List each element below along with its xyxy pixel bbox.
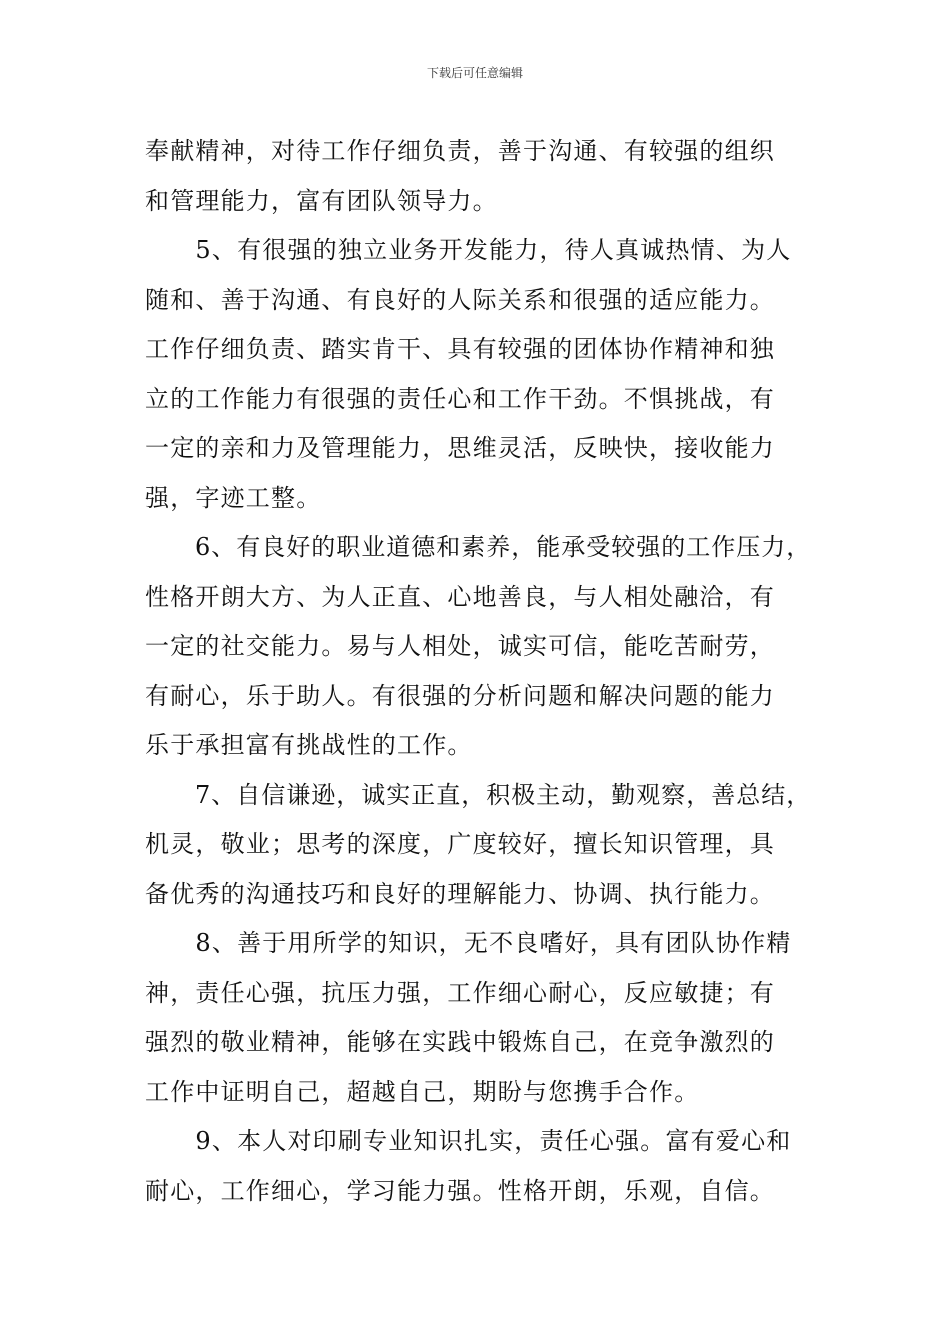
text-line: 神，责任心强，抗压力强，工作细心耐心，反应敏捷；有 (145, 978, 775, 1007)
text-line: 7、自信谦逊，诚实正直，积极主动，勤观察，善总结， (145, 780, 812, 809)
text-line: 机灵，敬业；思考的深度，广度较好，擅长知识管理，具 (145, 830, 775, 858)
page-header: 下载后可任意编辑 (426, 66, 523, 80)
text-line: 一定的亲和力及管理能力，思维灵活，反映快，接收能力 (145, 434, 775, 462)
text-line: 备优秀的沟通技巧和良好的理解能力、协调、执行能力。 (145, 879, 775, 908)
text-line: 6、有良好的职业道德和素养，能承受较强的工作压力， (145, 533, 812, 561)
text-line: 性格开朗大方、为人正直、心地善良，与人相处融洽，有 (145, 582, 775, 611)
text-line: 8、善于用所学的知识，无不良嗜好，具有团队协作精 (145, 929, 792, 957)
text-line: 一定的社交能力。易与人相处，诚实可信，能吃苦耐劳， (145, 632, 775, 660)
text-line: 工作仔细负责、踏实肯干、具有较强的团体协作精神和独 (145, 335, 775, 363)
text-line: 强烈的敬业精神，能够在实践中锻炼自己，在竞争激烈的 (145, 1028, 775, 1056)
text-line: 奉献精神，对待工作仔细负责，善于沟通、有较强的组织 (145, 137, 775, 165)
text-line: 工作中证明自己，超越自己，期盼与您携手合作。 (145, 1077, 700, 1106)
text-line: 立的工作能力有很强的责任心和工作干劲。不惧挑战，有 (145, 384, 775, 413)
text-line: 强，字迹工整。 (145, 483, 322, 512)
document-body (145, 127, 815, 1216)
text-line: 5、有很强的独立业务开发能力，待人真诚热情、为人 (145, 236, 792, 264)
text-line: 和管理能力，富有团队领导力。 (145, 186, 498, 215)
text-line: 随和、善于沟通、有良好的人际关系和很强的适应能力。 (145, 285, 775, 314)
text-line: 有耐心，乐于助人。有很强的分析问题和解决问题的能力 (145, 681, 775, 710)
text-line: 9、本人对印刷专业知识扎实，责任心强。富有爱心和 (145, 1127, 792, 1155)
text-line: 乐于承担富有挑战性的工作。 (145, 731, 473, 759)
text-line: 耐心，工作细心，学习能力强。性格开朗，乐观，自信。 (145, 1176, 775, 1205)
